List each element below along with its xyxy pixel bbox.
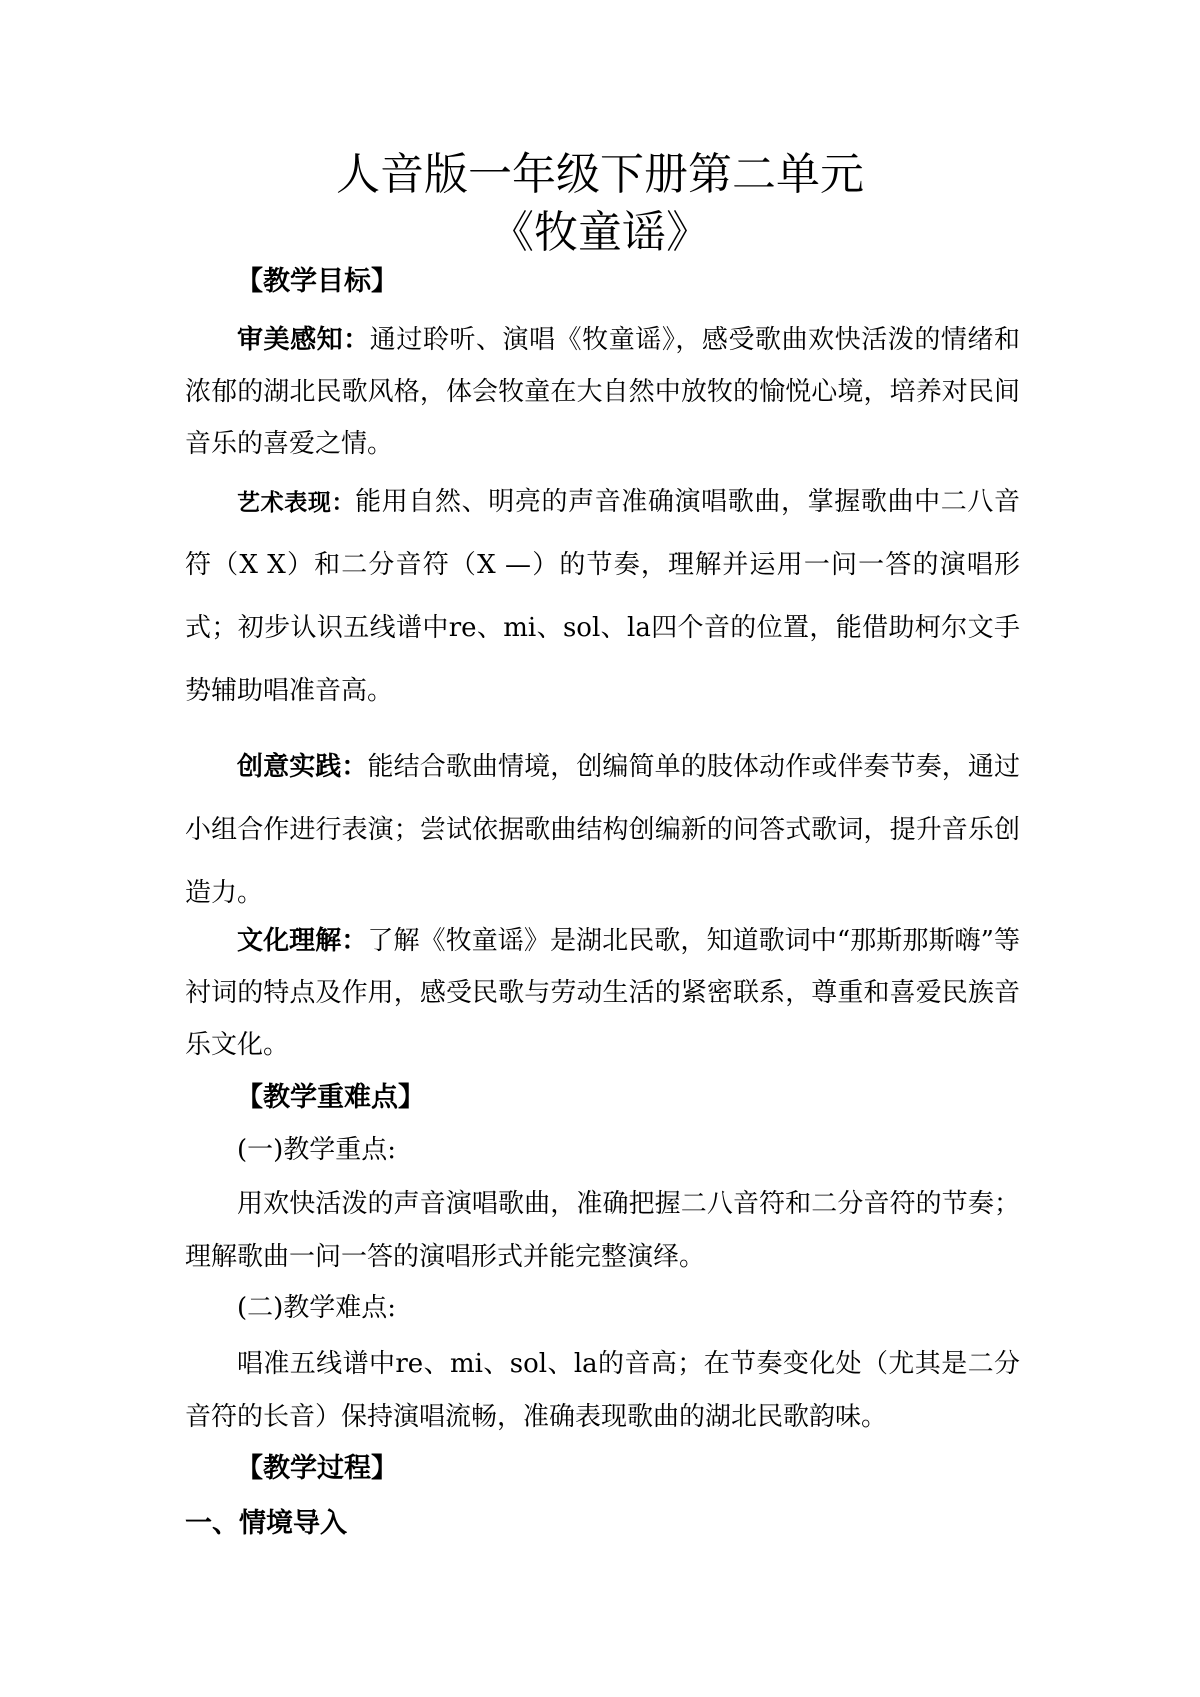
- difficulty-label: (二)教学难点:: [237, 1293, 397, 1323]
- page-title: 人音版一年级下册第二单元: [336, 149, 864, 200]
- objective-text: 通过聆听、演唱《牧童谣》，感受歌曲欢快活泼的情绪和浓郁的湖北民歌风格，体会牧童在大自然中放牧的愉悦心境，培养对民间音乐的喜爱之情。: [185, 325, 1020, 459]
- difficulty-text: 唱准五线谱中re、mi、sol、la的音高；在节奏变化处（尤其是二分音符的长音）保持演唱流畅，准确表现歌曲的湖北民歌韵味。: [185, 1349, 1020, 1432]
- focus-label: (一)教学重点:: [237, 1135, 397, 1165]
- section-scenario-intro: 一、情境导入: [185, 1508, 347, 1539]
- key-points-heading: 【教学重难点】: [236, 1082, 425, 1113]
- song-title: 《牧童谣》: [490, 207, 710, 258]
- objective-text: 了解《牧童谣》是湖北民歌，知道歌词中“那斯那斯嗨”等衬词的特点及作用，感受民歌与劳动生活的紧密联系，尊重和喜爱民族音乐文化。: [185, 926, 1020, 1060]
- objective-creative: [185, 736, 1020, 925]
- objective-lead: 创意实践：: [237, 752, 368, 782]
- objective-lead: 艺术表现：: [237, 489, 356, 516]
- process-heading: 【教学过程】: [236, 1453, 398, 1484]
- focus-text: 用欢快活泼的声音演唱歌曲，准确把握二八音符和二分音符的节奏；理解歌曲一问一答的演唱形式并能完整演绎。: [185, 1189, 1020, 1272]
- objectives-heading: 【教学目标】: [236, 266, 398, 297]
- objective-culture: [185, 915, 1020, 1071]
- objective-text: 能用自然、明亮的声音准确演唱歌曲，掌握歌曲中二八音符（X X）和二分音符（X —）的节奏，理解并运用一问一答的演唱形式；初步认识五线谱中re、mi、sol、la四个音的位置，能借助柯尔文手势辅助唱准音高。: [185, 487, 1020, 706]
- objective-expression: [185, 471, 1020, 723]
- objective-lead: 审美感知：: [237, 325, 370, 355]
- objective-lead: 文化理解：: [237, 926, 368, 956]
- objective-text: 能结合歌曲情境，创编简单的肢体动作或伴奏节奏，通过小组合作进行表演；尝试依据歌曲结构创编新的问答式歌词，提升音乐创造力。: [185, 752, 1020, 908]
- objective-aesthetic: [185, 314, 1020, 470]
